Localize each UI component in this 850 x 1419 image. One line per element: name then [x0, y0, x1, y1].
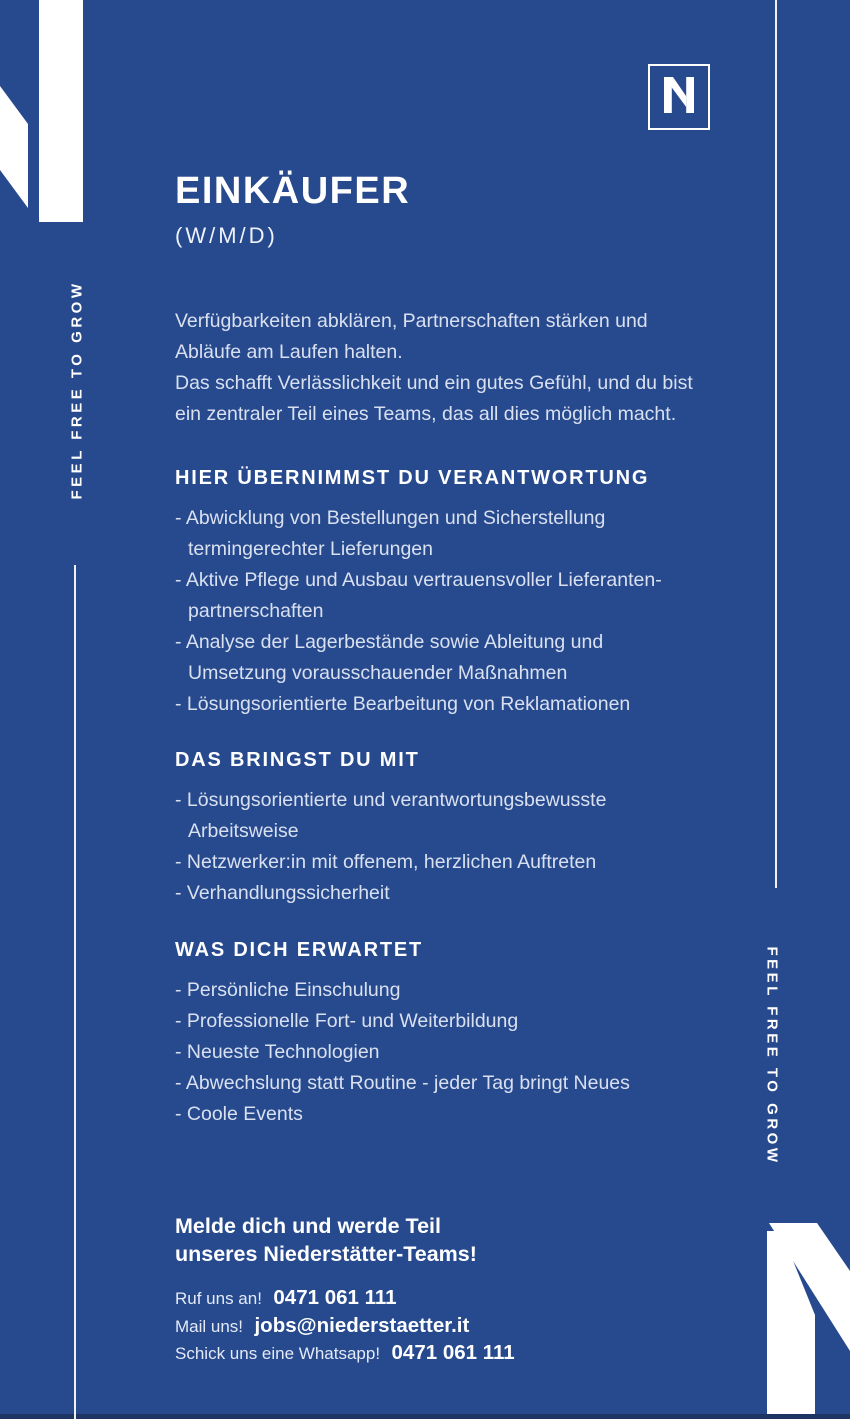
job-gender-note: (W/M/D) [175, 223, 278, 248]
bullet-line: - Neueste Technologien [175, 1041, 380, 1063]
bullet-line: - Aktive Pflege und Ausbau vertrauensvoller Lieferanten- [175, 569, 662, 591]
bullet-line: partnerschaften [188, 600, 324, 622]
cta-line: unseres Niederstätter-Teams! [175, 1242, 477, 1266]
bullet-line: - Abwechslung statt Routine - jeder Tag bringt Neues [175, 1072, 630, 1094]
bullet-line: - Lösungsorientierte und verantwortungsbewusste [175, 789, 607, 811]
bullet-line: - Verhandlungssicherheit [175, 882, 390, 904]
n-logo-corner-top-left-icon [0, 0, 160, 235]
contact-row-phone [175, 1285, 515, 1313]
contact-label: Mail uns! [175, 1316, 244, 1336]
contact-block [175, 1285, 515, 1368]
bullet-line: termingerechter Lieferungen [188, 538, 433, 560]
tagline-right-vertical: FEEL FREE TO GROW [763, 946, 781, 1166]
intro-line: Verfügbarkeiten abklären, Partnerschaften stärken und [175, 310, 648, 332]
job-title: EINKÄUFER [175, 170, 411, 212]
section-responsibilities [175, 467, 662, 720]
bullet-line: - Professionelle Fort- und Weiterbildung [175, 1010, 519, 1032]
bullet-line: - Abwicklung von Bestellungen und Sicherstellung [175, 507, 606, 529]
whatsapp-number[interactable]: 0471 061 111 [391, 1341, 515, 1364]
tagline-left-vertical: FEEL FREE TO GROW [68, 280, 86, 500]
bullet-line: - Netzwerker:in mit offenem, herzlichen Auftreten [175, 851, 597, 873]
call-to-action [175, 1212, 477, 1268]
brand-logo [648, 64, 710, 130]
section-requirements [175, 749, 606, 909]
bullet-line: - Coole Events [175, 1103, 303, 1125]
contact-label: Schick uns eine Whatsapp! [175, 1344, 381, 1363]
section-heading: HIER ÜBERNIMMST DU VERANTWORTUNG [175, 467, 650, 489]
cta-line: Melde dich und werde Teil [175, 1214, 441, 1238]
vertical-rule-right [775, 0, 777, 888]
n-logo-corner-bottom-right-icon [767, 1223, 850, 1419]
intro-paragraph [175, 306, 693, 430]
bullet-line: - Lösungsorientierte Bearbeitung von Reklamationen [175, 693, 631, 715]
vertical-rule-left [74, 565, 76, 1419]
contact-row-whatsapp [175, 1340, 515, 1368]
contact-label: Ruf uns an! [175, 1289, 262, 1308]
intro-line: Abläufe am Laufen halten. [175, 341, 403, 363]
section-benefits [175, 939, 630, 1130]
bullet-line: - Analyse der Lagerbestände sowie Ableitung und [175, 631, 604, 653]
niederstaetter-n-icon [664, 77, 694, 118]
bullet-line: Arbeitsweise [188, 820, 299, 842]
bullet-line: Umsetzung vorausschauender Maßnahmen [188, 662, 568, 684]
email-address[interactable]: jobs@niederstaetter.it [254, 1313, 470, 1337]
bullet-line: - Persönliche Einschulung [175, 979, 401, 1001]
phone-number[interactable]: 0471 061 111 [273, 1286, 397, 1309]
intro-line: ein zentraler Teil eines Teams, das all dies möglich macht. [175, 403, 677, 425]
intro-line: Das schafft Verlässlichkeit und ein gutes Gefühl, und du bist [175, 372, 693, 394]
bottom-edge-strip [0, 1414, 850, 1419]
section-heading: WAS DICH ERWARTET [175, 939, 424, 961]
contact-row-email [175, 1313, 515, 1341]
section-heading: DAS BRINGST DU MIT [175, 749, 420, 771]
